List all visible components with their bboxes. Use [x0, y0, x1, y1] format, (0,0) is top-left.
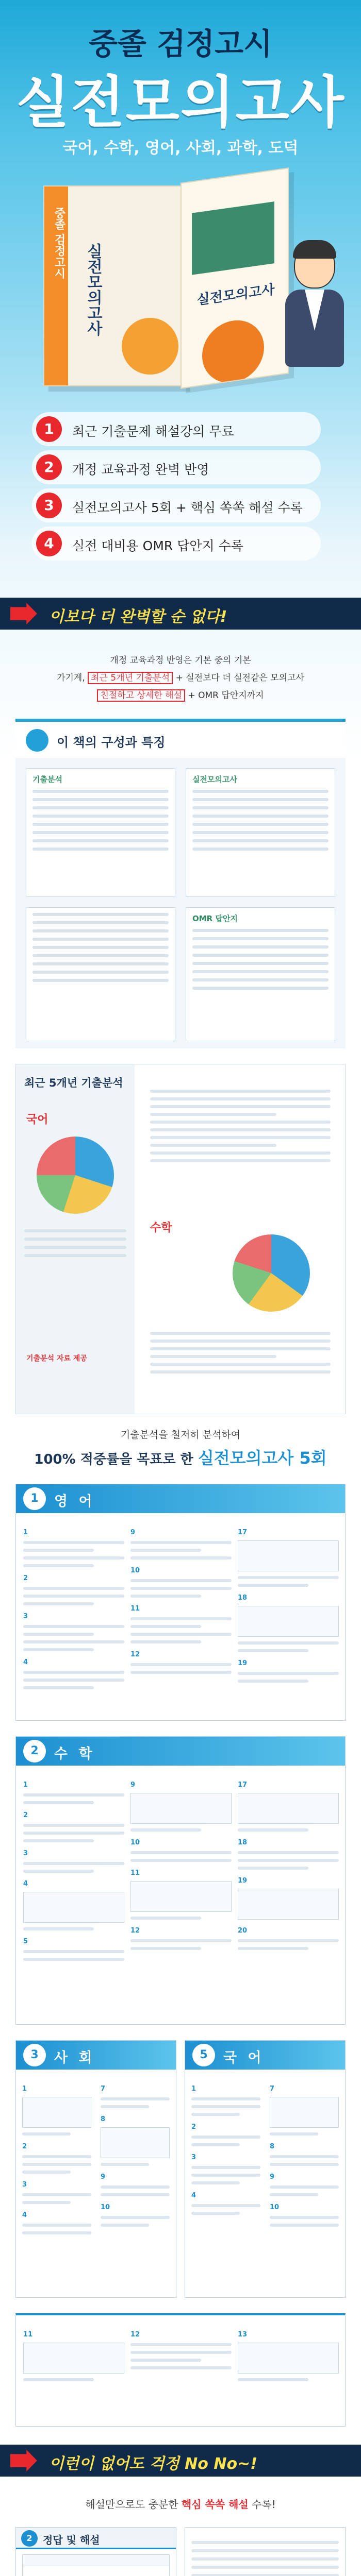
feature-text: 실전 대비용 OMR 답안지 수록	[72, 538, 243, 553]
answer-intro-highlight: 핵심 쏙쏙 해설	[181, 2498, 249, 2511]
feature-number: 1	[36, 416, 62, 442]
answer-pages	[15, 2527, 346, 2576]
answer-intro-tail: 수록!	[252, 2498, 276, 2511]
feature-text: 최근 기출문제 해설강의 무료	[72, 424, 234, 439]
subject-header	[16, 1737, 345, 1766]
feature-number: 2	[36, 454, 62, 480]
sample-page-title: 기출분석	[32, 775, 62, 784]
intro-highlight-2: 친절하고 상세한 해설	[97, 689, 185, 702]
question-figure	[270, 2097, 339, 2128]
book-icon	[26, 729, 48, 752]
subject-page-social: 3 사 회 1 2 3 4 7 8 9 10	[15, 2040, 176, 2298]
sample-page-omr	[186, 907, 335, 1041]
question-figure	[238, 1606, 339, 1637]
subject-page-extra: 11 12 13	[15, 2313, 346, 2427]
analysis-line-2	[0, 1445, 361, 1469]
omr-label: OMR 답안지	[192, 914, 238, 923]
book-cover-back	[180, 167, 289, 389]
stats-title: 최근 5개년 기출분석	[24, 1077, 123, 1089]
book-cover-title-2: 실전모의고사	[196, 282, 275, 309]
answer-page-title: 정답 및 해설	[43, 2534, 100, 2546]
feature-number: 3	[36, 493, 62, 518]
intro-line-2-tail: + 실전보다 더 실전같은 모의고사	[175, 673, 304, 683]
banner-perfect-text: 이보다 더 완벽할 순 없다!	[49, 608, 227, 626]
question-figure	[238, 1540, 339, 1571]
mascot-illustration	[276, 242, 353, 376]
stats-note: 기출분석 자료 제공	[26, 1354, 87, 1363]
question-figure	[130, 1793, 232, 1824]
subject-page-korean: 5 국 어 1 2 3 4 7 8 9 10	[185, 2040, 346, 2298]
feature-item	[32, 488, 321, 522]
intro-line-3-tail: + OMR 답안지까지	[188, 690, 264, 701]
feature-number: 4	[36, 531, 62, 556]
subject-number: 1	[23, 1487, 46, 1510]
intro-line-2-lead: 가기계,	[57, 673, 85, 683]
pie-chart-a	[37, 1137, 114, 1214]
question-figure	[238, 1889, 339, 1920]
pie-chart-b	[233, 1234, 310, 1312]
feature-text: 개정 교육과정 완벽 반영	[72, 462, 209, 477]
analysis-line-2-lead: 100% 적중률을 목표로 한	[34, 1452, 193, 1467]
subject-page-math: 2 수 학 1 2 3 4 5 9 10 11 12 17 18 19 20	[15, 1736, 346, 2025]
subject-header	[16, 1484, 345, 1513]
intro-line-1: 개정 교육과정 반영은 기본 중의 기본	[110, 655, 251, 666]
arrow-right-icon	[10, 2450, 37, 2471]
mascot-hair	[293, 240, 336, 259]
answer-page-number: 2	[21, 2530, 38, 2547]
answer-page-header	[16, 2528, 176, 2549]
book-decor-circle-2	[202, 316, 264, 387]
question-figure	[101, 2127, 170, 2158]
feature-item	[32, 450, 321, 484]
answer-page	[15, 2527, 176, 2576]
subject-number: 5	[192, 2044, 215, 2066]
stats-subject-a: 국어	[26, 1113, 48, 1126]
analysis-line-2-emphasis: 실전모의고사 5회	[198, 1448, 327, 1468]
hero-section	[0, 0, 361, 760]
question-figure	[22, 2097, 91, 2128]
banner-no-worry-text: 이런이 없어도 걱정 No No~!	[49, 2455, 257, 2473]
sample-page-title: 실전모의고사	[192, 775, 237, 784]
banner-no-worry	[0, 2445, 361, 2477]
answer-intro-lead: 해설만으로도 충분한	[85, 2498, 178, 2511]
stats-subject-b: 수학	[150, 1222, 172, 1234]
subject-header	[16, 2041, 176, 2070]
question-figure	[238, 1793, 339, 1824]
intro-line-3	[0, 687, 361, 704]
analysis-line-1: 기출분석을 철저히 분석하여	[120, 1429, 241, 1440]
intro-highlight-1: 최근 5개년 기출분석	[88, 672, 173, 684]
subject-page-english: 1 영 어 1 2 3 4 9 10 11 12 17 18 19	[15, 1484, 346, 1721]
banner-perfect	[0, 598, 361, 630]
answer-page	[185, 2527, 346, 2576]
intro-copy	[0, 652, 361, 704]
book-cover-image	[192, 201, 274, 275]
sample-page-explain	[26, 907, 175, 1041]
stats-side	[16, 1064, 135, 1414]
feature-item	[32, 412, 321, 446]
feature-list	[32, 412, 321, 565]
hero-title-top: 중졸 검정고시	[88, 26, 273, 61]
arrow-right-icon	[10, 603, 37, 624]
subject-label: 국 어	[223, 2050, 265, 2066]
subject-number: 3	[23, 2044, 46, 2066]
book-spine-text: 중졸 검정고시	[53, 207, 65, 279]
book-cover-front	[43, 185, 185, 386]
sample-page-analysis	[26, 768, 175, 897]
subject-header	[185, 2041, 345, 2070]
feature-text: 실전모의고사 5회 + 핵심 쏙쏙 해설 수록	[72, 500, 303, 515]
structure-panel-header	[15, 722, 346, 758]
analysis-copy	[0, 1427, 361, 1469]
answer-table	[22, 2554, 170, 2576]
intro-line-2	[0, 669, 361, 687]
hero-subjects: 국어, 수학, 영어, 사회, 과학, 도덕	[62, 139, 299, 157]
question-figure	[23, 1892, 124, 1923]
sample-page-exam	[186, 768, 335, 897]
stats-section	[15, 1064, 346, 1414]
subject-label: 영 어	[54, 1494, 95, 1510]
book-cover-title: 실전모의고사	[84, 243, 102, 336]
answer-intro	[0, 2496, 361, 2511]
question-figure	[23, 2343, 124, 2374]
subject-label: 사 회	[54, 2050, 95, 2066]
subject-label: 수 학	[54, 1746, 95, 1762]
hero-title-main: 실전모의고사	[16, 71, 345, 135]
question-figure	[130, 1881, 232, 1912]
feature-item	[32, 527, 321, 561]
structure-panel	[15, 719, 346, 1048]
subject-number: 2	[23, 1740, 46, 1762]
structure-panel-title: 이 책의 구성과 특징	[57, 735, 166, 750]
book-decor-circle	[122, 318, 178, 375]
question-figure	[238, 2343, 339, 2374]
